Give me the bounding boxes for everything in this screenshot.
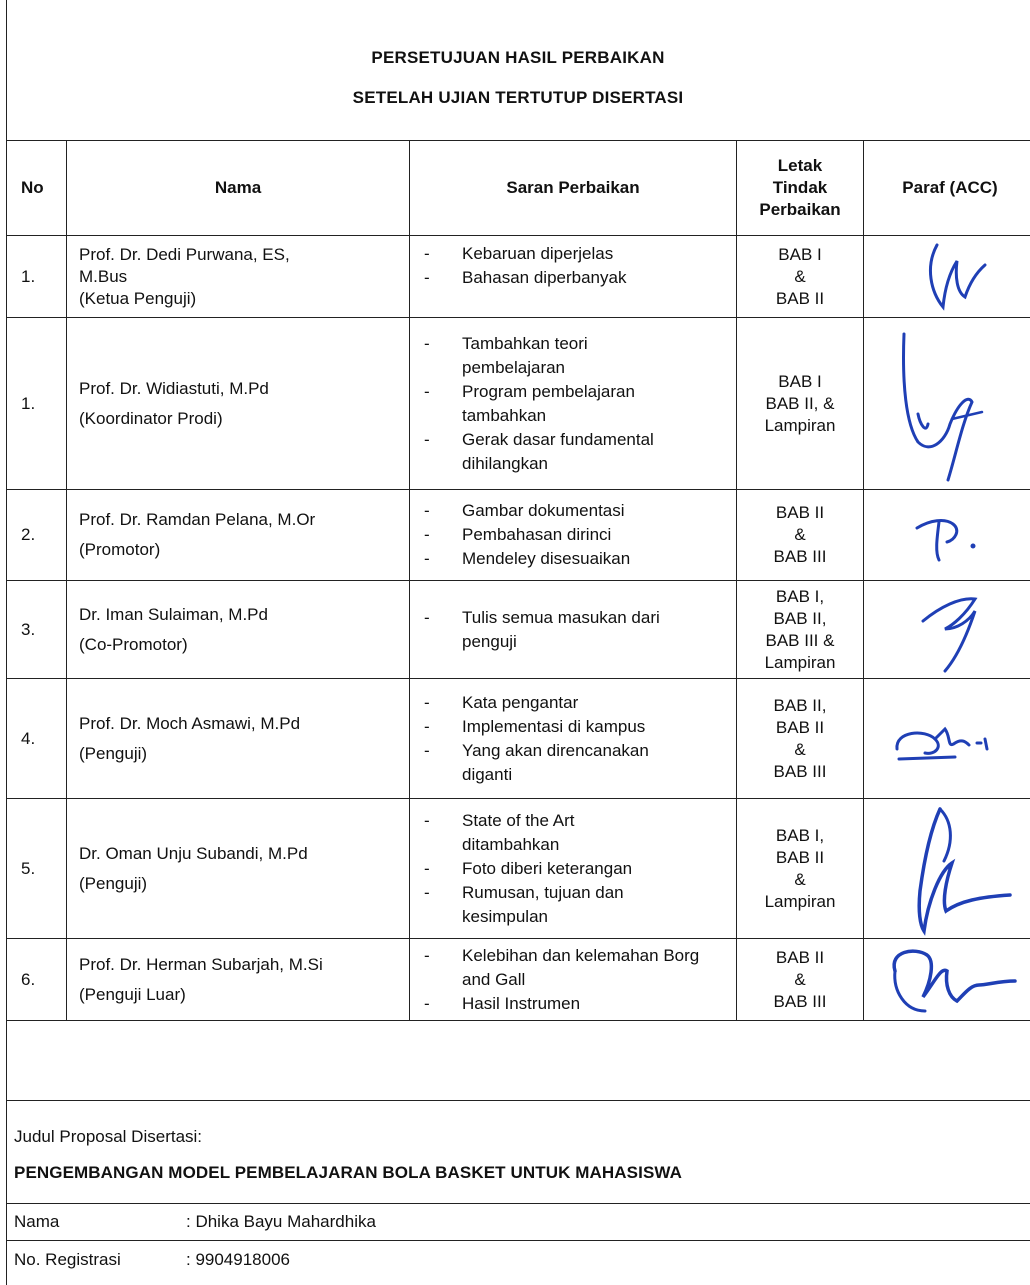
examiner-role: (Promotor) bbox=[79, 540, 161, 559]
row-no: 1. bbox=[7, 318, 67, 490]
approval-table bbox=[6, 140, 1030, 1021]
nama-value: : Dhika Bayu Mahardhika bbox=[186, 1212, 376, 1231]
row-letak bbox=[737, 318, 864, 490]
footer-divider bbox=[6, 1100, 1030, 1101]
row-paraf bbox=[864, 799, 1030, 939]
letak-line: BAB II bbox=[775, 503, 825, 522]
examiner-role: (Koordinator Prodi) bbox=[79, 408, 223, 428]
table-row bbox=[7, 490, 1030, 581]
examiner-role: (Penguji) bbox=[79, 873, 148, 893]
saran-item: - Bahasan diperbanyak bbox=[424, 266, 736, 290]
row-paraf bbox=[864, 679, 1030, 799]
header-letak-line: Letak bbox=[777, 156, 823, 175]
signature-image bbox=[890, 324, 1010, 484]
row-paraf bbox=[864, 318, 1030, 490]
row-letak bbox=[737, 679, 864, 799]
row-no: 2. bbox=[7, 490, 67, 581]
row-paraf bbox=[864, 236, 1030, 318]
examiner-name: Prof. Dr. Widiastuti, M.Pd bbox=[79, 378, 269, 398]
row-saran bbox=[410, 799, 737, 939]
letak-line: BAB I, bbox=[775, 586, 825, 606]
row-nama bbox=[67, 236, 410, 318]
letak-line: BAB II bbox=[775, 288, 825, 308]
row-saran bbox=[410, 490, 737, 581]
footer-line bbox=[6, 1203, 1030, 1204]
letak-line: BAB III bbox=[773, 761, 827, 781]
letak-line: Lampiran bbox=[764, 415, 836, 435]
row-saran bbox=[410, 939, 737, 1021]
letak-line: BAB I bbox=[778, 244, 822, 264]
letak-line: BAB II, & bbox=[765, 393, 835, 413]
table-header-row bbox=[7, 141, 1030, 236]
signature-image bbox=[895, 237, 1005, 317]
row-letak bbox=[737, 236, 864, 318]
row-no: 4. bbox=[7, 679, 67, 799]
examiner-name: Prof. Dr. Moch Asmawi, M.Pd bbox=[79, 713, 301, 733]
saran-item: - Yang akan direncanakan diganti bbox=[424, 739, 702, 787]
examiner-role: (Penguji Luar) bbox=[79, 984, 186, 1004]
row-nama bbox=[67, 799, 410, 939]
nama-label: Nama bbox=[14, 1212, 60, 1231]
noreg-value: : 9904918006 bbox=[186, 1250, 290, 1269]
header-letak-line: Tindak bbox=[772, 178, 828, 197]
examiner-name: M.Bus bbox=[79, 266, 128, 286]
table-row bbox=[7, 939, 1030, 1021]
examiner-role: (Penguji) bbox=[79, 743, 148, 763]
saran-item: - Gerak dasar fundamental dihilangkan bbox=[424, 428, 712, 476]
letak-line: BAB II, bbox=[773, 608, 827, 628]
document-subtitle: SETELAH UJIAN TERTUTUP DISERTASI bbox=[352, 88, 684, 107]
signature-image bbox=[880, 801, 1020, 937]
letak-line: & bbox=[794, 525, 806, 544]
saran-item: - Program pembelajaran tambahkan bbox=[424, 380, 692, 428]
row-nama bbox=[67, 318, 410, 490]
examiner-name: Prof. Dr. Dedi Purwana, ES, bbox=[79, 244, 290, 264]
letak-line: & bbox=[794, 739, 806, 759]
noreg-row bbox=[14, 1250, 290, 1270]
letak-line: BAB I bbox=[778, 371, 822, 391]
row-saran bbox=[410, 318, 737, 490]
letak-line: & bbox=[794, 266, 806, 286]
letak-line: BAB II bbox=[775, 847, 825, 867]
signature-image bbox=[895, 500, 1005, 570]
row-letak bbox=[737, 939, 864, 1021]
row-saran bbox=[410, 581, 737, 679]
row-no: 1. bbox=[7, 236, 67, 318]
saran-item: - Gambar dokumentasi bbox=[424, 499, 736, 523]
table-row bbox=[7, 236, 1030, 318]
saran-item: - Hasil Instrumen bbox=[424, 992, 736, 1016]
saran-item: - Kata pengantar bbox=[424, 691, 736, 715]
saran-item: - Kelebihan dan kelemahan Borg and Gall bbox=[424, 944, 722, 992]
row-no: 5. bbox=[7, 799, 67, 939]
saran-item: - Pembahasan dirinci bbox=[424, 523, 736, 547]
saran-item: - Implementasi di kampus bbox=[424, 715, 736, 739]
letak-line: BAB II bbox=[775, 947, 825, 967]
letak-line: BAB II, bbox=[773, 695, 827, 715]
examiner-role: (Ketua Penguji) bbox=[79, 288, 197, 308]
letak-line: & bbox=[794, 869, 806, 889]
examiner-name: Prof. Dr. Ramdan Pelana, M.Or bbox=[79, 510, 316, 529]
header-paraf: Paraf (ACC) bbox=[864, 141, 1030, 236]
nama-row bbox=[14, 1212, 376, 1232]
examiner-name: Dr. Iman Sulaiman, M.Pd bbox=[79, 604, 268, 624]
letak-line: BAB III & bbox=[765, 630, 835, 650]
saran-item: - Rumusan, tujuan dan kesimpulan bbox=[424, 881, 692, 929]
signature-image bbox=[895, 585, 1005, 675]
saran-item: - Kebaruan diperjelas bbox=[424, 242, 736, 266]
examiner-name: Dr. Oman Unju Subandi, M.Pd bbox=[79, 843, 308, 863]
letak-line: BAB III bbox=[773, 991, 827, 1011]
header-no: No bbox=[7, 141, 67, 236]
letak-line: BAB I, bbox=[775, 825, 825, 845]
row-letak bbox=[737, 490, 864, 581]
row-letak bbox=[737, 581, 864, 679]
signature-image bbox=[875, 941, 1025, 1019]
table-row bbox=[7, 581, 1030, 679]
saran-item: - Foto diberi keterangan bbox=[424, 857, 736, 881]
examiner-role: (Co-Promotor) bbox=[79, 634, 188, 654]
row-no: 3. bbox=[7, 581, 67, 679]
letak-line: BAB III bbox=[773, 547, 827, 566]
table-row bbox=[7, 799, 1030, 939]
letak-line: BAB II bbox=[775, 717, 825, 737]
footer-line bbox=[6, 1240, 1030, 1241]
header-letak bbox=[737, 141, 864, 236]
header-saran: Saran Perbaikan bbox=[410, 141, 737, 236]
row-nama bbox=[67, 490, 410, 581]
examiner-name: Prof. Dr. Herman Subarjah, M.Si bbox=[79, 954, 323, 974]
row-nama bbox=[67, 581, 410, 679]
table-row bbox=[7, 318, 1030, 490]
row-saran bbox=[410, 679, 737, 799]
row-no: 6. bbox=[7, 939, 67, 1021]
signature-image bbox=[885, 709, 1015, 769]
row-letak bbox=[737, 799, 864, 939]
letak-line: Lampiran bbox=[764, 891, 836, 911]
letak-line: & bbox=[794, 969, 806, 989]
row-paraf bbox=[864, 581, 1030, 679]
letak-line: Lampiran bbox=[764, 652, 836, 672]
header-nama: Nama bbox=[67, 141, 410, 236]
saran-item: - State of the Art ditambahkan bbox=[424, 809, 662, 857]
document-title: PERSETUJUAN HASIL PERBAIKAN bbox=[371, 48, 665, 67]
saran-item: - Tulis semua masukan dari penguji bbox=[424, 606, 682, 654]
judul-label: Judul Proposal Disertasi: bbox=[14, 1127, 203, 1146]
judul-value: PENGEMBANGAN MODEL PEMBELAJARAN BOLA BASKET UNTUK MAHASISWA bbox=[14, 1163, 682, 1182]
noreg-label: No. Registrasi bbox=[14, 1250, 121, 1269]
table-row bbox=[7, 679, 1030, 799]
row-nama bbox=[67, 939, 410, 1021]
row-nama bbox=[67, 679, 410, 799]
saran-item: - Tambahkan teori pembelajaran bbox=[424, 332, 692, 380]
row-saran bbox=[410, 236, 737, 318]
row-paraf bbox=[864, 939, 1030, 1021]
header-letak-line: Perbaikan bbox=[759, 200, 841, 219]
saran-item: - Mendeley disesuaikan bbox=[424, 547, 736, 571]
row-paraf bbox=[864, 490, 1030, 581]
